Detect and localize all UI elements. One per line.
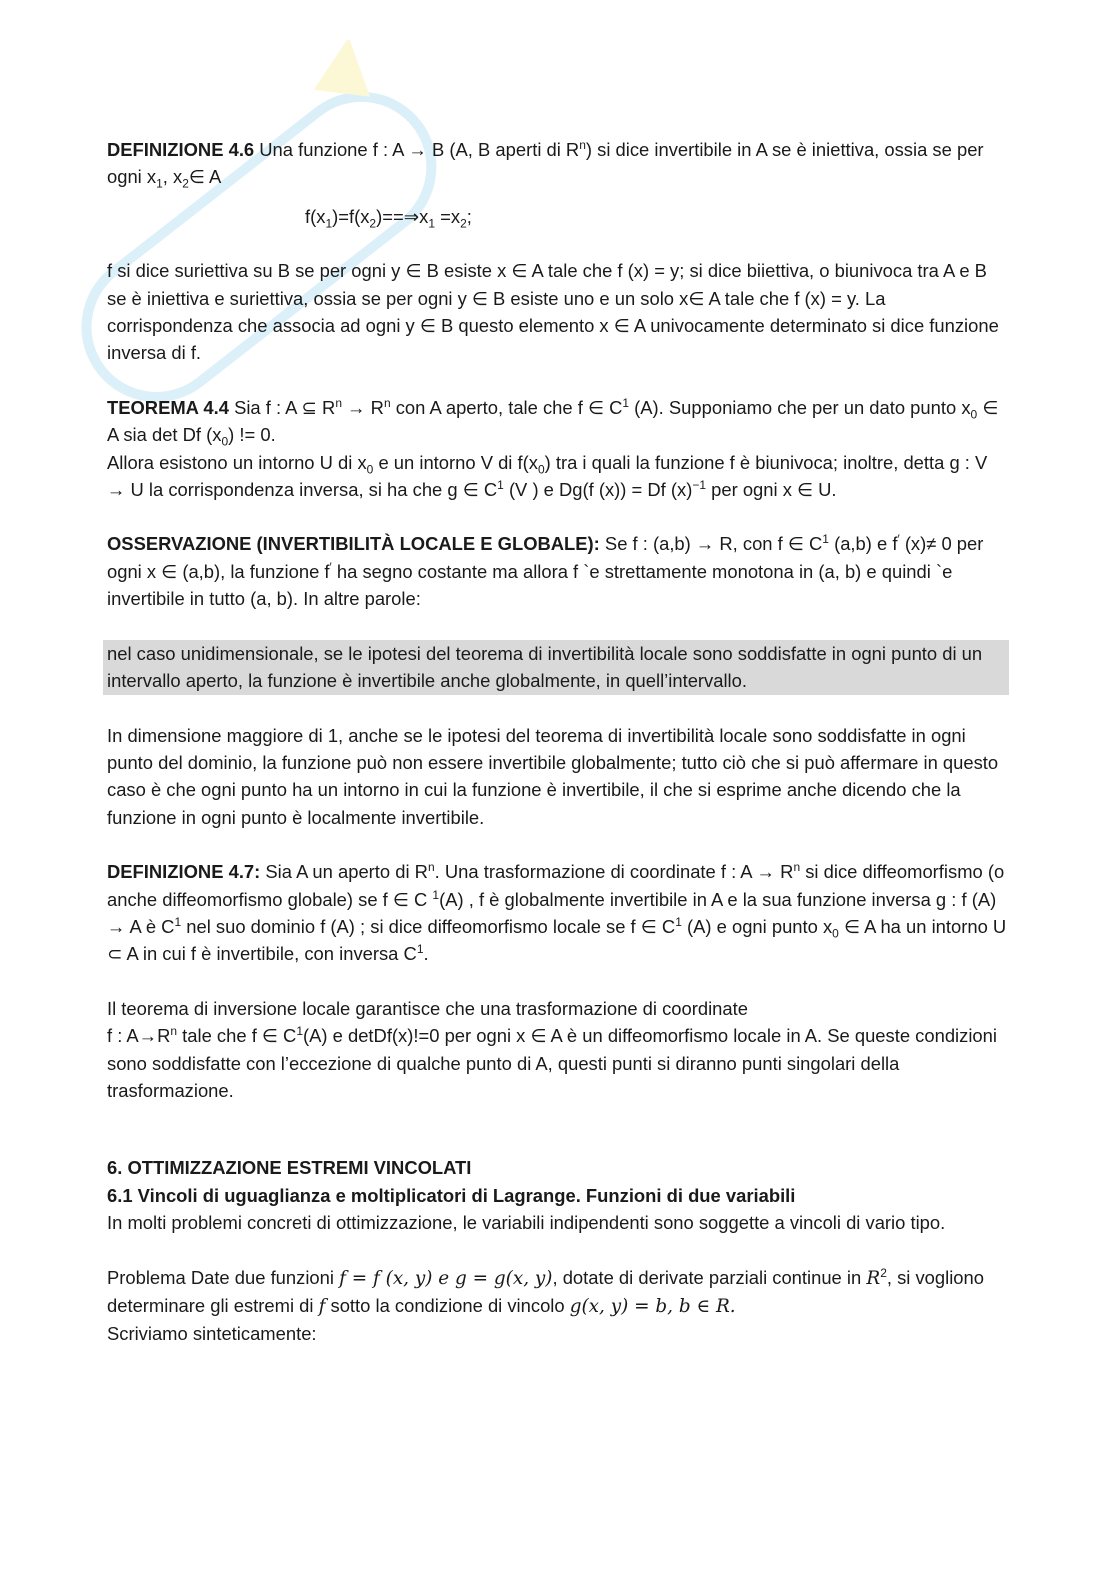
section-6-1-subtitle: 6.1 Vincoli di uguaglianza e moltiplicatori di Lagrange. Funzioni di due variabili [107,1184,796,1206]
problem-statement: Problema Date due funzioni f = f (x, y) e g = g(x, y), dotate di derivate parziali continue in $R^2$, si vogliono determinare gli estremi di f sotto la condizione di vincolo g(x, y) = b, b ∈ R. Scriviamo sinteticamente: [107,1265,984,1345]
inversion-paragraph: Il teorema di inversione locale garantisce che una trasformazione di coordinate f : $A\to R^n$ tale che f ∈ $C^1(A)$ e detDf(x)!=0 per ogni x ∈ A è un diffeomorfismo locale in A. Se queste condizioni sono soddisfatte con l’eccezione di qualche punto di A, questi punti si diranno punti singolari della trasformazione. [107,997,997,1101]
dimension-paragraph: In dimensione maggiore di 1, anche se le ipotesi del teorema di invertibilità locale sono soddisfatte in ogni punto del dominio, la funzione può non essere invertibile globalmente; tutto ciò che si può affermare in questo caso è che ogni punto ha un intorno in cui la funzione è invertibile, il che si esprime anche dicendo che la funzione in ogni punto è localmente invertibile. [107,724,999,828]
theorem-4-4: TEOREMA 4.4 Sia f : A ⊆ $R^n \to R^n$ con A aperto, tale che f ∈ $C^1$ (A). Supponiamo che per un dato punto $x_0$ ∈ A sia det Df $(x_0)$ != 0. [107,395,999,449]
observation: OSSERVAZIONE (INVERTIBILITÀ LOCALE E GLOBALE): Se f : (a,b) → R, con f ∈ $C^1$ (a,b) e f′ (x)≠ 0 per ogni x ∈ (a,b), la funzione f′ ha segno costante ma allora f `e strettamente monotona in (a, b) e quindi `e invertibile in tutto (a, b). In altre parole: [107,532,984,610]
definition-4-7: DEFINIZIONE 4.7: Sia A un aperto di $R^n$. Una trasformazione di coordinate f : $A \to R^n$ si dice diffeomorfismo (o anche diffeomorfismo globale) se f ∈ C $^1$(A) , f è globalmente invertibile in A e la sua funzione inversa g : f (A) → A è $C^1$ nel suo dominio f (A) ; si dice diffeomorfismo locale se f ∈ $C^1$ (A) e ogni punto $x_0$ ∈ A ha un intorno U ⊂ A in cui f è invertibile, con inversa $C^1$. [107,860,1007,965]
section-6-title: 6. OTTIMIZZAZIONE ESTREMI VINCOLATI [107,1157,472,1179]
surjective-paragraph: f si dice suriettiva su B se per ogni y ∈ B esiste x ∈ A tale che f (x) = y; si dice biiettiva, o biunivoca tra A e B se è iniettiva e suriettiva, ossia se per ogni y ∈ B esiste uno e un solo x∈ A tale che f (x) = y. La corrispondenza che associa ad ogni y ∈ B questo elemento x ∈ A univocamente determinato si dice funzione inversa di f. [107,260,999,364]
definition-4-6: DEFINIZIONE 4.6 Una funzione f : A → B (A, B aperti di $R^n$) si dice invertibile in A se è iniettiva, ossia se per ogni $x_1$, $x_2\in$ A [107,137,984,192]
highlighted-note: nel caso unidimensionale, se le ipotesi del teorema di invertibilità locale sono soddisfatte in ogni punto di un intervallo aperto, la funzione è invertibile anche globalmente, in quell’intervallo. [103,640,1009,695]
theorem-4-4-conclusion: Allora esistono un intorno U di $x_0$ e un intorno V di $f(x_0)$ tra i quali la funzione f è biunivoca; inoltre, detta g : V → U la corrispondenza inversa, si ha che g ∈ $C^1$ (V ) e Dg(f (x)) = Df $(x)^{-1}$ per ogni x ∈ U. [107,451,988,501]
injectivity-equation: $f(x_1)=f(x_2)==\Rightarrow x_1 =x_2$; [305,205,472,231]
section-6-intro: In molti problemi concreti di ottimizzazione, le variabili indipendenti sono soggette a vincoli di vario tipo. [107,1212,946,1234]
definition-4-7-label: DEFINIZIONE 4.7: [107,861,261,883]
observation-label: OSSERVAZIONE (INVERTIBILITÀ LOCALE E GLOBALE): [107,533,600,555]
theorem-4-4-label: TEOREMA 4.4 [107,396,229,418]
definition-4-6-label: DEFINIZIONE 4.6 [107,139,255,160]
document-page [107,136,1007,1348]
